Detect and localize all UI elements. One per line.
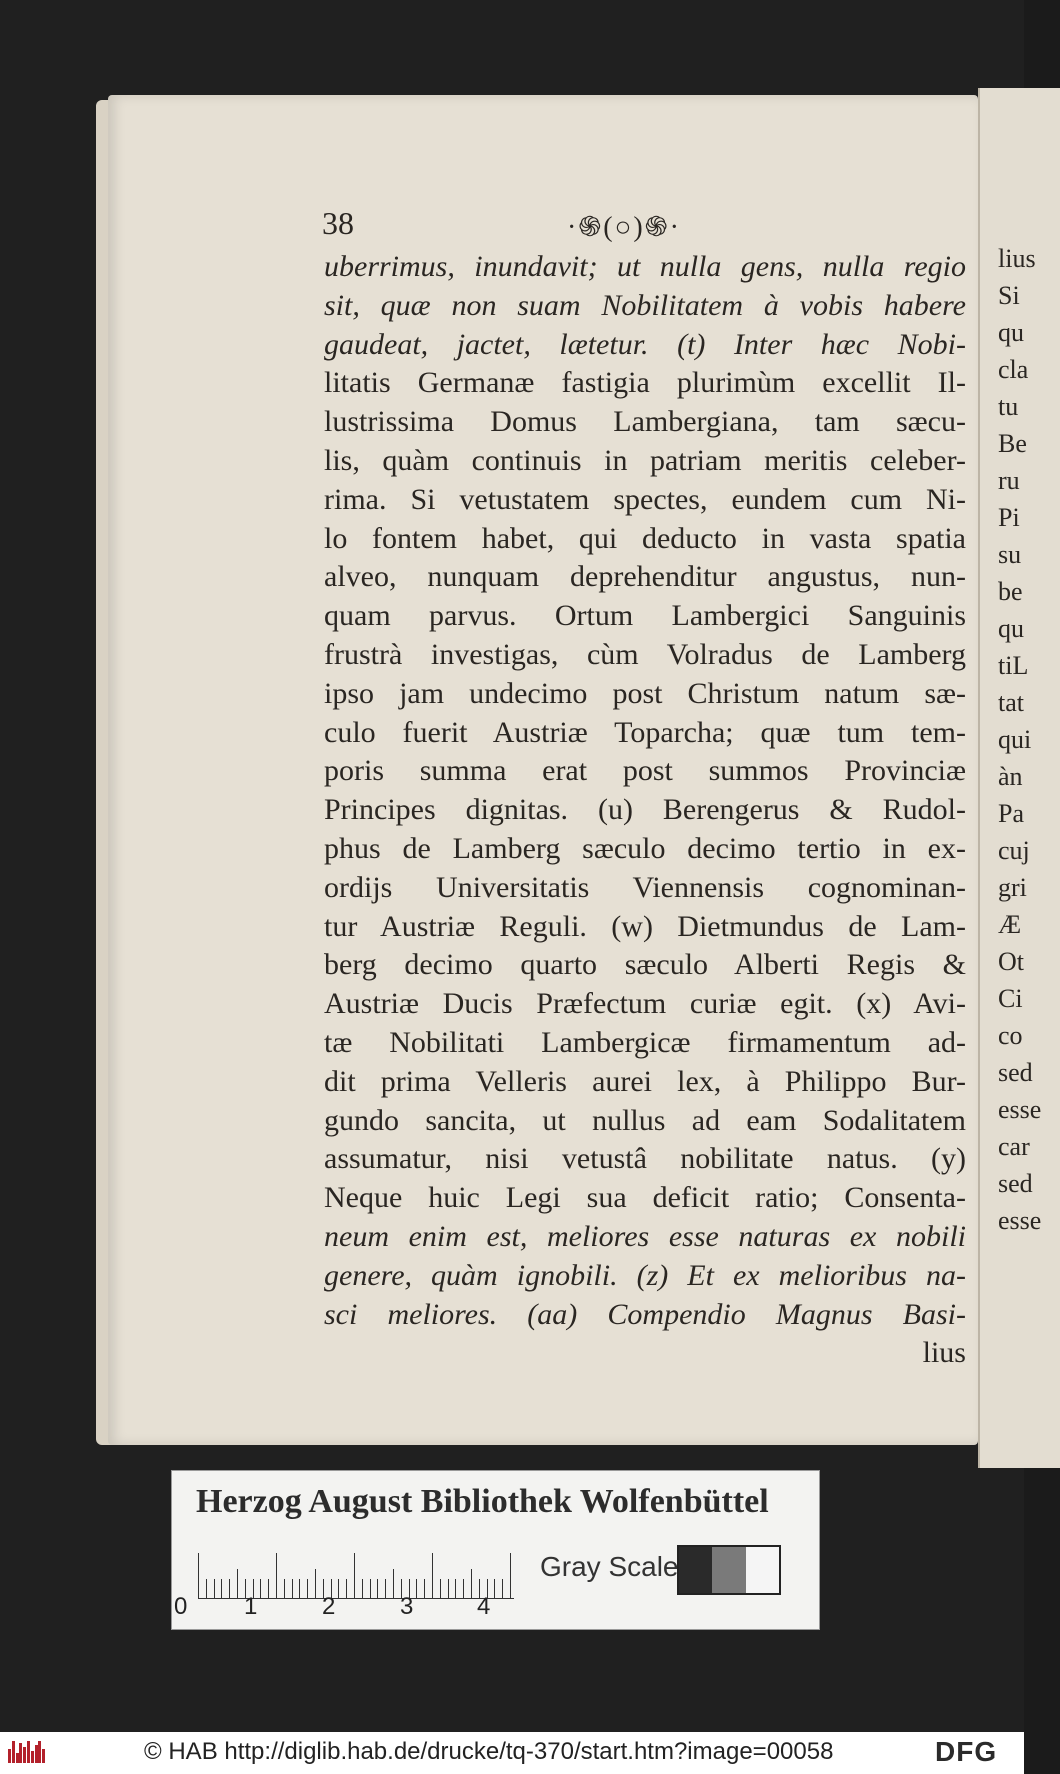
adjacent-page-text <box>998 240 1042 1239</box>
adjacent-text-fragment: Æ <box>998 910 1022 939</box>
text-line: quam parvus. Ortum Lambergici Sanguinis <box>324 599 966 633</box>
ruler-number: 0 <box>174 1593 188 1620</box>
logo-bar <box>38 1741 41 1763</box>
adjacent-text-fragment: qu <box>998 614 1024 643</box>
ruler-tick <box>268 1579 269 1599</box>
text-line: lustrissima Domus Lambergiana, tam sæcu- <box>324 405 966 439</box>
text-line: neum enim est, meliores esse naturas ex nobili <box>324 1219 966 1253</box>
ruler-tick <box>370 1579 371 1599</box>
ruler-tick <box>346 1579 347 1599</box>
ruler-tick <box>393 1569 394 1599</box>
ruler-tick <box>221 1579 222 1599</box>
adjacent-text-fragment: ru <box>998 466 1020 495</box>
ruler-tick <box>416 1579 417 1599</box>
ruler-tick <box>206 1579 207 1599</box>
ruler-tick <box>494 1579 495 1599</box>
page-text <box>324 248 966 1373</box>
adjacent-text-fragment: co <box>998 1021 1023 1050</box>
logo-bar <box>35 1745 38 1763</box>
adjacent-text-fragment: cuj <box>998 836 1030 865</box>
ruler-tick <box>260 1579 261 1599</box>
adjacent-text-fragment: esse <box>998 1206 1042 1235</box>
adjacent-text-fragment: esse <box>998 1095 1042 1124</box>
adjacent-text-fragment: qui <box>998 725 1032 754</box>
text-line: berg decimo quarto sæculo Alberti Regis & <box>324 948 966 982</box>
gray-patch <box>712 1547 745 1593</box>
ruler-tick <box>455 1579 456 1599</box>
text-line: Principes dignitas. (u) Berengerus & Rudol- <box>324 793 966 827</box>
text-line: gaudeat, jactet, lætetur. (t) Inter hæc Nobi- <box>324 327 966 361</box>
library-title: Herzog August Bibliothek Wolfenbüttel <box>196 1483 769 1520</box>
logo-bar <box>31 1751 34 1763</box>
text-line: poris summa erat post summos Provinciæ <box>324 754 966 788</box>
text-line: Austriæ Ducis Præfectum curiæ egit. (x) Avi- <box>324 987 966 1021</box>
ruler-tick <box>424 1579 425 1599</box>
ruler-number: 2 <box>322 1593 336 1620</box>
ruler-tick <box>463 1579 464 1599</box>
text-line: ordijs Universitatis Viennensis cognominan- <box>324 870 966 904</box>
adjacent-text-fragment: Pa <box>998 799 1024 828</box>
text-line: phus de Lamberg sæculo decimo tertio in ex- <box>324 831 966 865</box>
logo-bar <box>19 1743 22 1763</box>
page-number: 38 <box>322 205 354 241</box>
gray-patch <box>679 1547 712 1593</box>
ruler-tick <box>440 1579 441 1599</box>
ruler-tick <box>432 1553 433 1599</box>
text-line: lius <box>922 1336 966 1370</box>
ruler-tick <box>502 1579 503 1599</box>
text-line: genere, quàm ignobili. (z) Et ex melioribus na- <box>324 1258 966 1292</box>
logo-bar <box>12 1741 15 1763</box>
adjacent-text-fragment: sed <box>998 1058 1033 1087</box>
grayscale-label: Gray Scale <box>540 1551 679 1582</box>
adjacent-text-fragment: Si <box>998 281 1020 310</box>
adjacent-text-fragment: qu <box>998 318 1024 347</box>
text-line: ipso jam undecimo post Christum natum sæ- <box>324 676 966 710</box>
ruler-tick <box>385 1579 386 1599</box>
adjacent-text-fragment: Ot <box>998 947 1024 976</box>
footer-bar <box>0 1732 1024 1774</box>
text-line: sci meliores. (aa) Compendio Magnus Basi- <box>324 1297 966 1331</box>
header-ornament: ·֍(○)֍· <box>567 212 681 243</box>
text-line: rima. Si vetustatem spectes, eundem cum Ni- <box>324 482 966 516</box>
text-line: tur Austriæ Reguli. (w) Dietmundus de Lam- <box>324 909 966 943</box>
logo-bar <box>42 1749 45 1763</box>
adjacent-text-fragment: tiL <box>998 651 1029 680</box>
hab-logo-icon <box>8 1741 46 1763</box>
text-line: frustrà investigas, cùm Volradus de Lamberg <box>324 637 966 671</box>
text-line: assumatur, nisi vetustâ nobilitate natus. (y) <box>324 1142 966 1176</box>
ruler-tick <box>338 1579 339 1599</box>
adjacent-text-fragment: cla <box>998 355 1029 384</box>
logo-bar <box>27 1741 30 1763</box>
logo-bar <box>23 1747 26 1763</box>
text-line: lo fontem habet, qui deducto in vasta spatia <box>324 521 966 555</box>
adjacent-text-fragment: Be <box>998 429 1027 458</box>
dfg-logo: DFG <box>935 1736 998 1767</box>
text-line: litatis Germanæ fastigia plurimùm excellit Il- <box>324 366 966 400</box>
grayscale-patches <box>677 1545 781 1595</box>
adjacent-text-fragment: àn <box>998 762 1023 791</box>
ruler-tick <box>198 1553 199 1599</box>
ruler-tick <box>471 1569 472 1599</box>
logo-bar <box>16 1753 19 1763</box>
ruler-tick <box>229 1579 230 1599</box>
text-line: culo fuerit Austriæ Toparcha; quæ tum tem- <box>324 715 966 749</box>
ruler-tick <box>276 1553 277 1599</box>
adjacent-text-fragment: Pi <box>998 503 1020 532</box>
adjacent-text-fragment: sed <box>998 1169 1033 1198</box>
color-calibration-card <box>171 1470 820 1630</box>
text-line: sit, quæ non suam Nobilitatem à vobis habere <box>324 288 966 322</box>
ruler-tick <box>510 1553 511 1599</box>
ruler-tick <box>354 1553 355 1599</box>
ruler-tick <box>299 1579 300 1599</box>
ruler-tick <box>448 1579 449 1599</box>
adjacent-text-fragment: lius <box>998 244 1036 273</box>
page-header <box>322 205 972 245</box>
text-line: dit prima Velleris aurei lex, à Philippo Bur- <box>324 1064 966 1098</box>
ruler-tick <box>237 1569 238 1599</box>
adjacent-text-fragment: Ci <box>998 984 1023 1013</box>
logo-bar <box>8 1749 11 1763</box>
copyright-link[interactable]: © HAB http://diglib.hab.de/drucke/tq-370/start.htm?image=00058 <box>144 1738 834 1765</box>
ruler-tick <box>362 1579 363 1599</box>
text-line: uberrimus, inundavit; ut nulla gens, nulla regio <box>324 250 966 283</box>
ruler-tick <box>292 1579 293 1599</box>
adjacent-text-fragment: gri <box>998 873 1027 902</box>
ruler-tick <box>284 1579 285 1599</box>
text-line: gundo sancita, ut nullus ad eam Sodalitatem <box>324 1103 966 1137</box>
ruler-tick <box>307 1579 308 1599</box>
adjacent-text-fragment: be <box>998 577 1023 606</box>
text-line: tæ Nobilitati Lambergicæ firmamentum ad- <box>324 1025 966 1059</box>
scale-ruler <box>198 1549 514 1599</box>
adjacent-text-fragment: tat <box>998 688 1024 717</box>
text-line: alveo, nunquam deprehenditur angustus, nun- <box>324 560 966 594</box>
text-line: lis, quàm continuis in patriam meritis celeber- <box>324 443 966 477</box>
text-line: Neque huic Legi sua deficit ratio; Consenta- <box>324 1181 966 1215</box>
ruler-number: 3 <box>400 1593 414 1620</box>
gray-patch <box>746 1547 779 1593</box>
adjacent-text-fragment: tu <box>998 392 1019 421</box>
ruler-tick <box>315 1569 316 1599</box>
ruler-tick <box>214 1579 215 1599</box>
ruler-number: 1 <box>244 1593 258 1620</box>
ruler-number: 4 <box>477 1593 491 1620</box>
adjacent-text-fragment: su <box>998 540 1022 569</box>
ruler-tick <box>377 1579 378 1599</box>
adjacent-text-fragment: car <box>998 1132 1030 1161</box>
